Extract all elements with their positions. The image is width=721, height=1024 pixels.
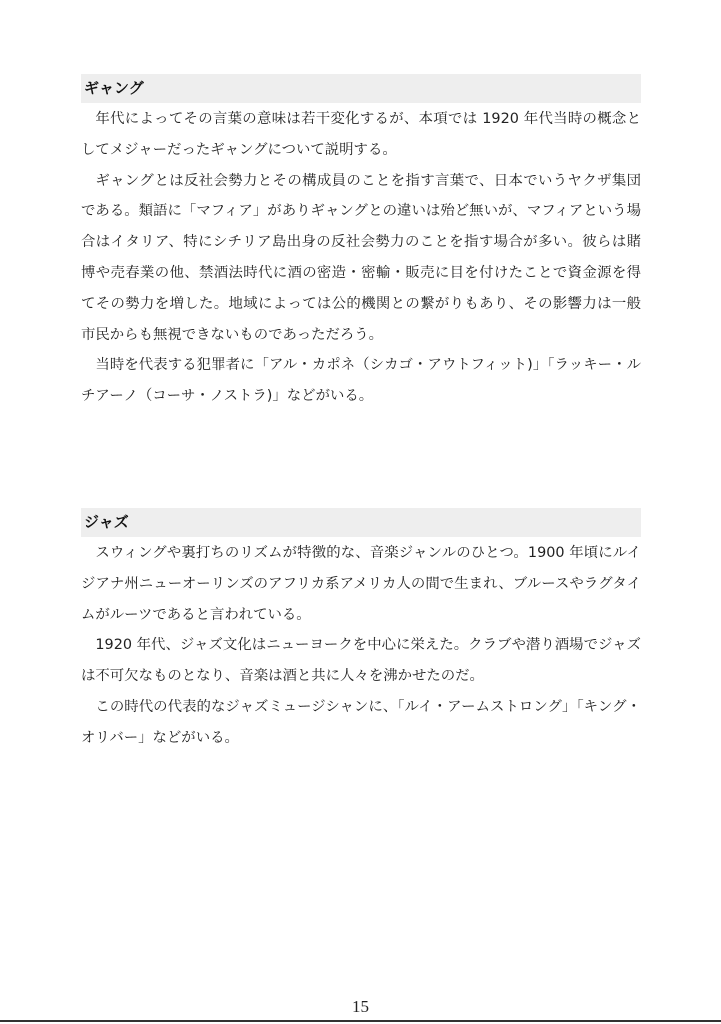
paragraph: 年代によってその言葉の意味は若干変化するが、本項では 1920 年代当時の概念としてメジャーだったギャングについて説明する。 <box>81 111 641 158</box>
page-number: 15 <box>352 997 369 1016</box>
paragraph: ギャングとは反社会勢力とその構成員のことを指す言葉で、日本でいうヤクザ集団である。類語に「マフィア」がありギャングとの違いは殆ど無いが、マフィアという場合はイタリア、特にシチリア島出身の反社会勢力のことを指す場合が多い。彼らは賭博や売春業の他、禁酒法時代に酒の密造・密輸・販売に目を付けたことで資金源を得てその勢力を増した。地域によっては公的機関との繋がりもあり、その影響力は一般市民からも無視できないものであっただろう。 <box>81 172 641 343</box>
paragraph: この時代の代表的なジャズミュージシャンに、「ルイ・アームストロング」「キング・オリバー」などがいる。 <box>81 698 641 746</box>
paragraph: 1920 年代、ジャズ文化はニューヨークを中心に栄えた。クラブや潜り酒場でジャズは不可欠なものとなり、音楽は酒と共に人々を沸かせたのだ。 <box>81 637 641 685</box>
section-heading-gang: ギャング <box>81 74 641 103</box>
bottom-divider <box>0 1020 721 1022</box>
section-heading-jazz: ジャズ <box>81 508 641 537</box>
paragraph: 当時を代表する犯罪者に「アル・カポネ（シカゴ・アウトフィット)」「ラッキー・ルチアーノ（コーサ・ノストラ)」などがいる。 <box>81 357 641 405</box>
section-gang <box>81 74 641 412</box>
section-jazz <box>81 508 641 754</box>
paragraph: スウィングや裏打ちのリズムが特徴的な、音楽ジャンルのひとつ。1900 年頃にルイジアナ州ニューオーリンズのアフリカ系アメリカ人の間で生まれ、ブルースやラグタイムがルーツであると言われている。 <box>81 545 641 623</box>
